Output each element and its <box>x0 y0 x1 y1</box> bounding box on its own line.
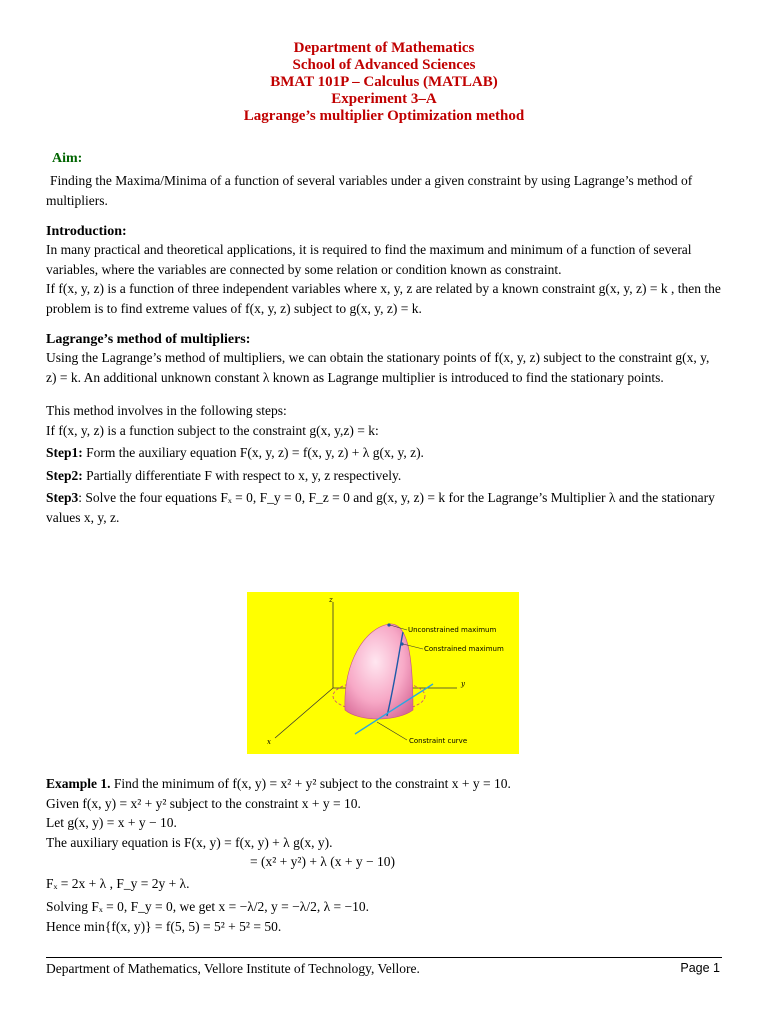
lagrange-figure <box>247 592 519 754</box>
step2-text: Partially differentiate F with respect to x, y, z respectively. <box>82 467 402 483</box>
step1 <box>46 443 722 463</box>
step2 <box>46 466 722 486</box>
x-axis <box>275 688 333 738</box>
dome-surface <box>345 624 413 719</box>
label-constraint-curve: Constraint curve <box>409 737 468 745</box>
aim-heading: Aim: <box>52 151 83 166</box>
header-experiment: Experiment 3–A <box>331 91 437 107</box>
leader-curve <box>377 722 407 740</box>
example-line-7: Solving Fₓ = 0, F_y = 0, we get x = −λ/2, y = −λ/2, λ = −10. <box>46 899 369 914</box>
page-footer <box>46 961 722 977</box>
example-label: Example 1. <box>46 776 111 791</box>
page-number: Page 1 <box>680 961 720 975</box>
method-heading: Lagrange’s method of multipliers: <box>46 332 251 347</box>
footer-rule <box>46 957 722 958</box>
label-unconstrained: Unconstrained maximum <box>408 626 497 634</box>
figure-graphic <box>247 592 519 754</box>
label-constrained: Constrained maximum <box>424 645 504 653</box>
intro-paragraph-2: If f(x, y, z) is a function of three independent variables where x, y, z are related by a known constraint g(x, y, z) = k , then the problem is to find extreme values of f(x, y, z) subject to g(x, y, z) = k. <box>46 281 721 316</box>
example-statement: Find the minimum of f(x, y) = x² + y² subject to the constraint x + y = 10. <box>110 776 511 791</box>
aim-text: Finding the Maxima/Minima of a function of several variables under a given constraint by using Lagrange’s method of multipliers. <box>46 173 693 208</box>
document-header <box>46 40 722 125</box>
example-section <box>46 774 722 936</box>
example-line-6: Fₓ = 2x + λ , F_y = 2y + λ. <box>46 875 190 891</box>
step3 <box>46 488 722 527</box>
example-line-2: Given f(x, y) = x² + y² subject to the constraint x + y = 10. <box>46 795 361 811</box>
intro-paragraph-1: In many practical and theoretical applications, it is required to find the maximum and minimum of a function of several variables, where the variables are connected by some relation or condition known as constraint. <box>46 242 692 277</box>
x-axis-label: x <box>267 738 271 746</box>
step3-text: : Solve the four equations Fₓ = 0, F_y = 0, F_z = 0 and g(x, y, z) = k for the Lagrange’s Multiplier λ and the stationary values x, y, z. <box>46 490 715 525</box>
example-line-5: = (x² + y²) + λ (x + y − 10) <box>250 854 395 869</box>
header-course: BMAT 101P – Calculus (MATLAB) <box>270 74 498 90</box>
footer-text: Department of Mathematics, Vellore Institute of Technology, Vellore. <box>46 961 420 976</box>
document-page <box>46 40 722 527</box>
step1-text: Form the auxiliary equation F(x, y, z) = f(x, y, z) + λ g(x, y, z). <box>82 445 424 460</box>
header-title: Lagrange’s multiplier Optimization method <box>243 108 525 124</box>
step2-label: Step2: <box>46 467 83 483</box>
intro-heading: Introduction: <box>46 224 127 239</box>
header-department: Department of Mathematics <box>293 40 475 56</box>
example-line-3: Let g(x, y) = x + y − 10. <box>46 815 177 830</box>
steps-condition: If f(x, y, z) is a function subject to the constraint g(x, y,z) = k: <box>46 422 379 438</box>
steps-intro: This method involves in the following steps: <box>46 403 287 418</box>
example-line-1 <box>46 774 722 794</box>
z-axis-label: z <box>329 596 333 604</box>
header-school: School of Advanced Sciences <box>292 57 476 73</box>
step1-label: Step1: <box>46 445 83 460</box>
step3-label: Step3 <box>46 490 79 505</box>
example-line-8: Hence min{f(x, y)} = f(5, 5) = 5² + 5² = 50. <box>46 918 282 934</box>
method-paragraph: Using the Lagrange’s method of multipliers, we can obtain the stationary points of f(x, y, z) subject to the constraint g(x, y, z) = k. An additional unknown constant λ known as Lagrange multiplier is introduced to find the stationary points. <box>46 350 710 385</box>
y-axis-label: y <box>461 680 465 688</box>
example-line-4: The auxiliary equation is F(x, y) = f(x, y) + λ g(x, y). <box>46 834 333 850</box>
